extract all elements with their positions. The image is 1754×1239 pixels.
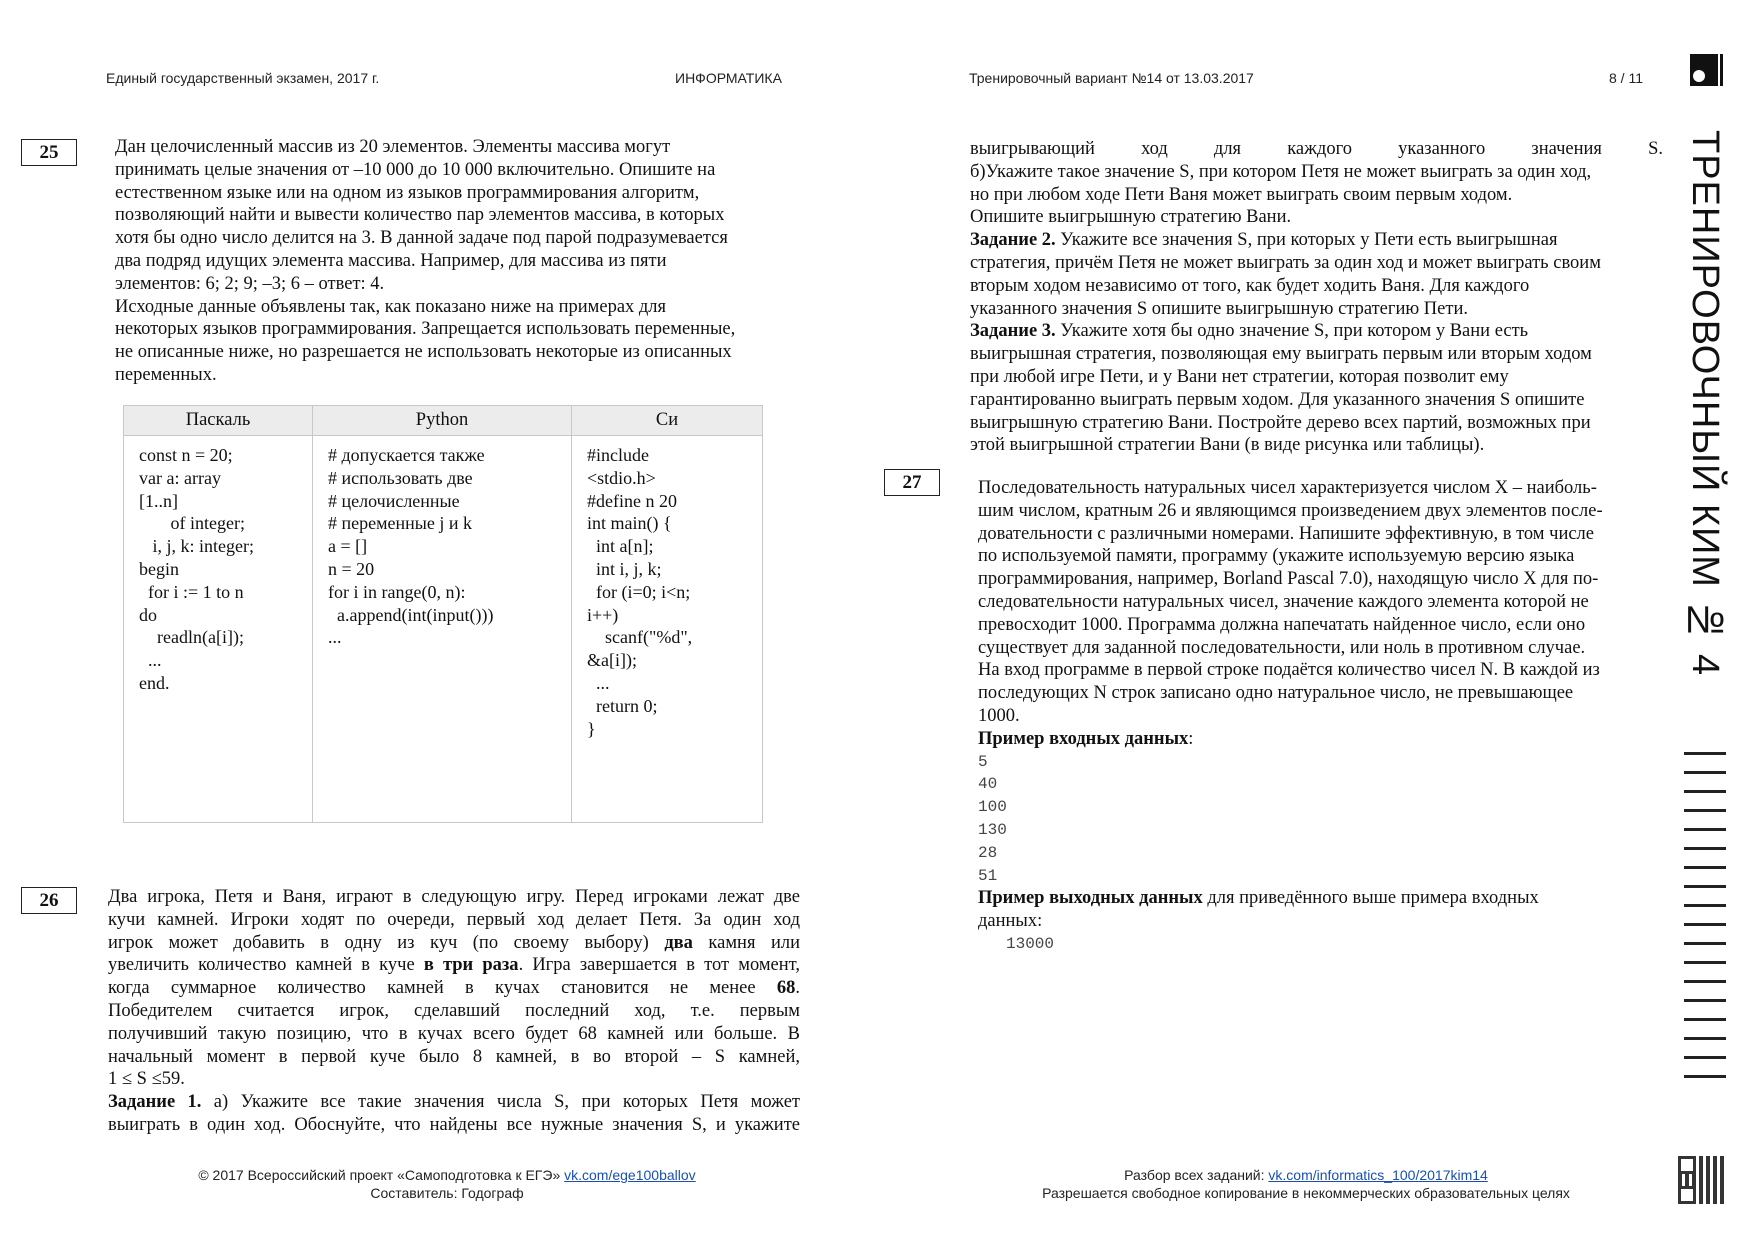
text-line (978, 568, 1658, 591)
task-26-continued (970, 138, 1663, 457)
text-segment: вторым ходом независимо от того, как будет ходить Ваня. Для каждого (970, 275, 1530, 296)
input-value: 40 (978, 775, 998, 794)
text-segment: выигрышную стратегию Вани. Постройте дерево всех партий, возможных при (970, 412, 1591, 433)
bold-text: Задание 1. (108, 1092, 202, 1113)
text-segment: программирования, например, Borland Pascal 7.0), находящую число X для по- (978, 569, 1599, 590)
text-line (115, 159, 805, 182)
text-line (108, 1023, 800, 1046)
text-line (108, 1000, 800, 1023)
code-line: return 0; (587, 695, 658, 716)
task-25-text (115, 136, 805, 387)
output-example-label (978, 887, 1658, 933)
code-line: n = 20 (328, 558, 375, 579)
side-barcode (1684, 752, 1726, 1094)
task-27-text (978, 477, 1658, 956)
input-value: 130 (978, 820, 1007, 839)
text-segment: когда суммарное количество камней в кучах становится не менее (108, 978, 777, 999)
text-segment: принимать целые значения от –10 000 до 10 000 включительно. Опишите на (115, 159, 716, 180)
text-line (115, 296, 805, 319)
barcode-line (1684, 771, 1726, 774)
code-line: #include (587, 445, 649, 465)
input-value: 51 (978, 866, 998, 885)
code-line: for (i=0; i<n; (587, 581, 691, 602)
barcode-line (1684, 961, 1726, 964)
text-segment: : (1188, 728, 1194, 749)
code-line: a = [] (328, 536, 368, 557)
code-line: ... (328, 627, 342, 648)
barcode-line (1684, 923, 1726, 926)
text-segment: . Игра завершается в тот момент, (518, 955, 800, 976)
text-segment: последующих N строк записано одно натуральное число, не превышающее (978, 683, 1574, 704)
text-line (115, 250, 805, 273)
code-line: int i, j, k; (587, 558, 662, 579)
text-line (115, 318, 805, 341)
text-line (970, 275, 1663, 298)
text-line (115, 364, 805, 387)
text-line (115, 341, 805, 364)
footer-compiler: Составитель: Годограф (370, 1185, 524, 1201)
text-line (108, 1068, 800, 1091)
text-line (108, 1091, 800, 1114)
text-line (970, 434, 1663, 457)
code-table (123, 405, 763, 823)
text-segment: естественном языке или на одном из языков программирования алгоритм, (115, 182, 700, 203)
text-segment: а) Укажите все такие значения числа S, при которых Петя может (201, 1092, 800, 1113)
text-line (108, 886, 800, 909)
text-segment: . (795, 978, 800, 999)
code-pascal (124, 436, 313, 823)
code-line: # целочисленные (328, 490, 460, 511)
bold-text: Задание 3. (970, 321, 1056, 342)
input-value: 5 (978, 752, 988, 771)
text-line (978, 705, 1658, 728)
text-segment: Укажите все значения S, при которых у Пети есть выигрышная (1055, 230, 1558, 251)
text-segment: Последовательность натуральных чисел характеризуется числом X – наиболь- (978, 478, 1597, 498)
text-segment: гарантированно выиграть первым ходом. Для указанного значения S опишите (970, 389, 1585, 410)
code-line: do (139, 604, 157, 625)
footer-link-analysis[interactable]: vk.com/informatics_100/2017kim14 (1268, 1167, 1488, 1183)
text-segment: позволяющий найти и вывести количество пар элементов массива, в которых (115, 205, 725, 226)
text-line (970, 366, 1663, 389)
corner-marker (1690, 54, 1718, 86)
code-line: int main() { (587, 513, 672, 534)
text-line (978, 523, 1658, 546)
text-line (970, 389, 1663, 412)
text-line (978, 659, 1658, 682)
text-line (978, 545, 1658, 568)
text-line (115, 204, 805, 227)
code-line: const n = 20; (139, 445, 233, 465)
code-line: i, j, k: integer; (139, 536, 254, 557)
text-segment: по используемой памяти, программу (укажите используемую версию языка (978, 546, 1575, 567)
code-line: # переменные j и k (328, 513, 472, 534)
text-line (108, 954, 800, 977)
text-segment: б)Укажите такое значение S, при котором Петя не может выиграть за один ход, (970, 161, 1592, 182)
text-line (970, 161, 1663, 184)
text-segment: Победителем считается игрок, сделавший последний ход, т.е. первым (108, 1000, 800, 1021)
code-line: # допускается также (328, 445, 485, 465)
text-line (108, 932, 800, 955)
code-line: end. (139, 672, 170, 693)
barcode-line (1684, 828, 1726, 831)
header-page-number: 8 / 11 (1609, 70, 1643, 86)
text-segment: для приведённого выше примера входных (1202, 888, 1539, 909)
task-number-25: 25 (21, 139, 77, 166)
text-segment: начальный момент в первой куче было 8 камней, в во второй – S камней, (108, 1046, 800, 1067)
qr-code (1678, 1156, 1726, 1204)
text-segment: превосходит 1000. Программа должна напечатать найденное число, если оно (978, 614, 1586, 635)
text-segment: камня или (692, 932, 800, 953)
barcode-line (1684, 866, 1726, 869)
footer-right (1042, 1166, 1570, 1202)
text-segment: переменных. (115, 364, 217, 385)
text-line (970, 229, 1663, 252)
text-segment: Два игрока, Петя и Ваня, играют в следующую игру. Перед игроками лежат две (108, 887, 800, 907)
text-segment: шим числом, кратным 26 и являющимся произведением двух элементов после- (978, 500, 1603, 521)
text-line (115, 273, 805, 296)
code-line: for i in range(0, n): (328, 581, 466, 602)
code-line: var a: array (139, 467, 221, 488)
text-line (978, 500, 1658, 523)
input-value: 28 (978, 843, 998, 862)
code-python (313, 436, 572, 823)
text-segment: стратегия, причём Петя не может выиграть за один ход и может выиграть своим (970, 252, 1601, 273)
barcode-line (1684, 809, 1726, 812)
barcode-line (1684, 885, 1726, 888)
text-line (970, 184, 1663, 207)
barcode-line (1684, 790, 1726, 793)
code-line: # использовать две (328, 467, 473, 488)
barcode-line (1684, 942, 1726, 945)
input-example (978, 751, 1658, 888)
bold-text: два (664, 932, 693, 953)
footer-copyright: © 2017 Всероссийский проект «Самоподготовка к ЕГЭ» (198, 1167, 565, 1183)
text-segment: получивший такую позицию, что в кучах всего будет 68 камней или больше. В (108, 1023, 800, 1044)
text-line (115, 227, 805, 250)
barcode-line (1684, 1056, 1726, 1059)
text-line (978, 614, 1658, 637)
text-segment: выигрышная стратегия, позволяющая ему выиграть первым или вторым ходом (970, 344, 1592, 365)
text-segment: довательности с различными номерами. Напишите эффективную, в том числе (978, 523, 1595, 544)
text-segment: кучи камней. Игроки ходят по очереди, первый ход делает Петя. За один ход (108, 909, 800, 930)
text-segment: некоторых языков программирования. Запрещается использовать переменные, (115, 319, 736, 340)
side-title: ТРЕНИРОВОЧНЫЙ КИМ № 4 (1684, 130, 1726, 677)
barcode-line (1684, 904, 1726, 907)
text-segment: выигрывающий ход для каждого указанного значения S. (970, 139, 1663, 159)
text-segment: не описанные ниже, но разрешается не использовать некоторые из описанных (115, 342, 732, 363)
text-line (108, 1046, 800, 1069)
barcode-line (1684, 1018, 1726, 1021)
text-line (970, 320, 1663, 343)
text-line (970, 138, 1663, 161)
text-line (108, 909, 800, 932)
col-header-pascal: Паскаль (124, 406, 313, 436)
text-segment: увеличить количество камней в куче (108, 955, 424, 976)
text-line (978, 477, 1658, 500)
footer-license: Разрешается свободное копирование в некоммерческих образовательных целях (1042, 1185, 1570, 1201)
text-line (978, 682, 1658, 705)
text-segment: выиграть в один ход. Обоснуйте, что найдены все нужные значения S, и укажите (108, 1114, 800, 1135)
footer-left (198, 1166, 695, 1202)
code-line: ... (139, 650, 162, 671)
col-header-c: Си (572, 406, 763, 436)
task-number-27: 27 (884, 469, 940, 496)
text-line (115, 182, 805, 205)
code-line: i++) (587, 604, 619, 625)
task-27-description (978, 477, 1658, 751)
text-line (970, 412, 1663, 435)
text-segment: 1 ≤ S ≤59. (108, 1069, 185, 1090)
code-line: of integer; (139, 513, 245, 534)
code-line: readln(a[i]); (139, 627, 244, 648)
text-line (978, 591, 1658, 614)
text-line (970, 252, 1663, 275)
text-line (978, 887, 1658, 910)
text-line (108, 977, 800, 1000)
text-segment: хотя бы одно число делится на 3. В данной задаче под парой подразумевается (115, 228, 728, 249)
task-26-text (108, 886, 800, 1137)
text-segment: данных: (978, 911, 1043, 932)
text-line (978, 637, 1658, 660)
text-line (115, 136, 805, 159)
code-line: &a[i]); (587, 650, 637, 671)
text-line (978, 910, 1658, 933)
text-line (970, 206, 1663, 229)
text-segment: элементов: 6; 2; 9; –3; 6 – ответ: 4. (115, 273, 385, 294)
text-segment: при любой игре Пети, и у Вани нет стратегии, которая позволит ему (970, 366, 1509, 387)
input-value: 100 (978, 798, 1007, 817)
code-line: begin (139, 558, 179, 579)
code-line: int a[n]; (587, 536, 654, 557)
text-segment: этой выигрышной стратегии Вани (в виде рисунка или таблицы). (970, 435, 1485, 456)
text-line (108, 1114, 800, 1137)
text-segment: На вход программе в первой строке подаётся количество чисел N. В каждой из (978, 660, 1600, 681)
text-segment: 1000. (978, 705, 1020, 726)
header-subject: ИНФОРМАТИКА (675, 70, 782, 86)
text-segment: следовательности натуральных чисел, значение каждого элемента которой не (978, 591, 1589, 612)
text-segment: игрок может добавить в одну из куч (по своему выбору) (108, 932, 665, 953)
bold-text: 68 (776, 978, 796, 999)
barcode-line (1684, 847, 1726, 850)
output-example-value: 13000 (1006, 934, 1055, 953)
code-line: #define n 20 (587, 490, 677, 511)
task-number-26: 26 (21, 887, 77, 914)
text-segment: Укажите хотя бы одно значение S, при котором у Вани есть (1055, 321, 1529, 342)
code-line: } (587, 718, 596, 739)
barcode-line (1684, 752, 1726, 755)
barcode-line (1684, 980, 1726, 983)
code-line: scanf("%d", (587, 627, 693, 648)
text-segment: Дан целочисленный массив из 20 элементов. Элементы массива могут (115, 137, 671, 157)
code-line: for i := 1 to n (139, 581, 244, 602)
header-variant: Тренировочный вариант №14 от 13.03.2017 (969, 70, 1254, 86)
footer-link-vk-ege[interactable]: vk.com/ege100ballov (564, 1167, 696, 1183)
barcode-line (1684, 999, 1726, 1002)
code-line: ... (587, 672, 610, 693)
text-line (978, 728, 1658, 751)
text-segment: Опишите выигрышную стратегию Вани. (970, 207, 1292, 228)
barcode-line (1684, 1037, 1726, 1040)
bold-text: Пример входных данных (978, 728, 1189, 749)
text-segment: указанного значения S опишите выигрышную стратегию Пети. (970, 298, 1468, 319)
text-segment: два подряд идущих элемента массива. Например, для массива из пяти (115, 250, 667, 271)
code-line: a.append(int(input())) (328, 604, 494, 625)
footer-analysis-label: Разбор всех заданий: (1124, 1167, 1269, 1183)
code-line: <stdio.h> (587, 467, 656, 488)
barcode-line (1684, 1075, 1726, 1078)
code-line: [1..n] (139, 490, 178, 511)
bold-text: Пример выходных данных (978, 888, 1203, 909)
bold-text: в три раза (423, 955, 519, 976)
text-segment: Исходные данные объявлены так, как показано ниже на примерах для (115, 296, 667, 317)
text-line (970, 343, 1663, 366)
bold-text: Задание 2. (970, 230, 1056, 251)
text-segment: но при любом ходе Пети Ваня может выиграть своим первым ходом. (970, 184, 1513, 205)
col-header-python: Python (313, 406, 572, 436)
text-line (970, 298, 1663, 321)
code-c (572, 436, 763, 823)
header-exam: Единый государственный экзамен, 2017 г. (106, 70, 380, 86)
text-segment: существует для заданной последовательности, или ноль в противном случае. (978, 637, 1586, 658)
